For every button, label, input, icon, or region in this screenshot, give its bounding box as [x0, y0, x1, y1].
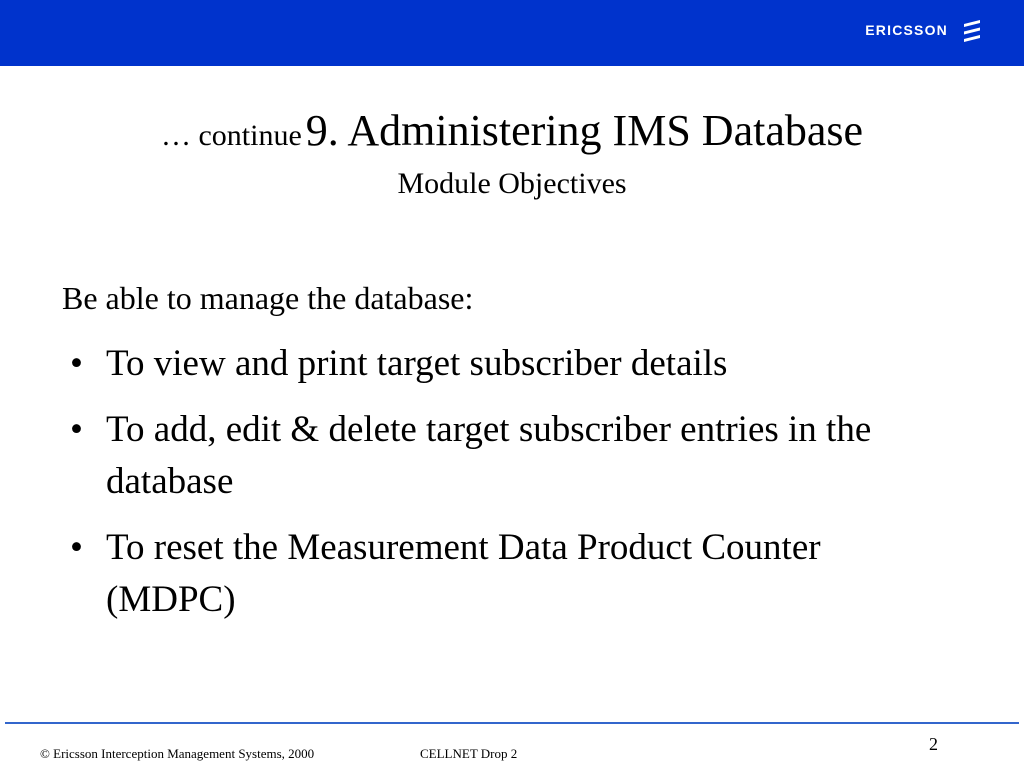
brand-name: ERICSSON — [865, 22, 948, 38]
ericsson-logo — [865, 17, 984, 43]
title-main: 9. Administering IMS Database — [305, 106, 864, 155]
list-item — [70, 338, 910, 390]
footer-copyright: © Ericsson Interception Management Systems, 2000 — [40, 746, 315, 761]
header-bar — [0, 0, 1024, 66]
title-prefix: … continue — [160, 119, 302, 152]
objectives-list — [70, 338, 910, 640]
bullet-icon: • — [70, 527, 83, 568]
intro-text: Be able to manage the database: — [62, 280, 474, 316]
bullet-icon: • — [70, 343, 83, 384]
list-item — [70, 522, 910, 626]
bullet-icon: • — [70, 409, 83, 450]
page-number: 2 — [929, 734, 938, 754]
list-item — [70, 404, 910, 508]
slide-title-block — [0, 104, 1024, 200]
list-item-text: To view and print target subscriber details — [106, 343, 728, 384]
list-item-text: To reset the Measurement Data Product Counter (MDPC) — [106, 527, 821, 620]
footer-divider — [5, 722, 1019, 724]
slide-subtitle: Module Objectives — [397, 167, 627, 200]
footer-project-name: CELLNET Drop 2 — [420, 746, 518, 761]
ericsson-logo-icon — [960, 18, 984, 42]
slide-title — [0, 104, 1024, 168]
list-item-text: To add, edit & delete target subscriber entries in the database — [106, 409, 872, 502]
